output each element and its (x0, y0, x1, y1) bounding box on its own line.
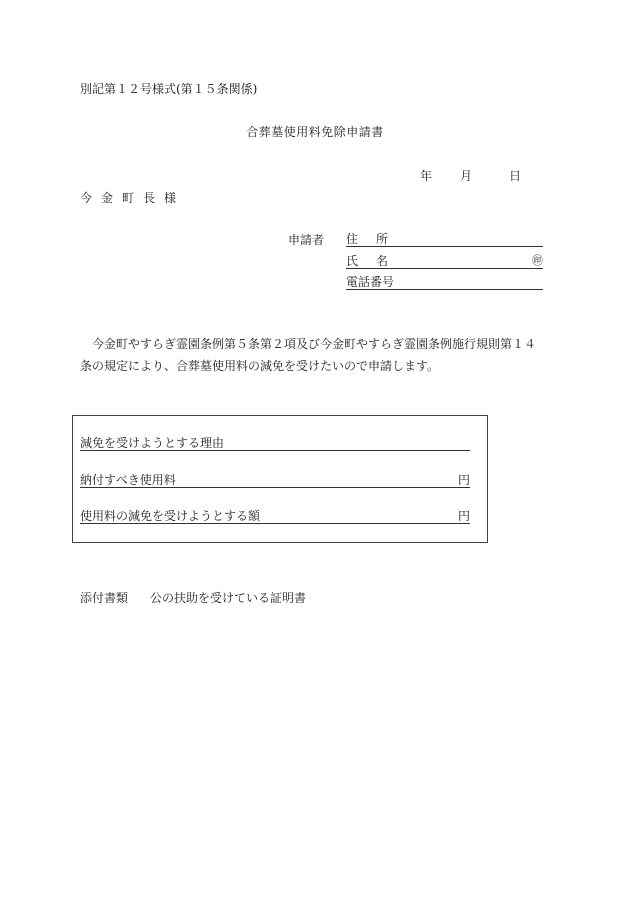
date-day-label: 日 (509, 169, 522, 183)
reduction-amount-unit: 円 (457, 509, 470, 523)
form-number: 別記第１２号様式(第１５条関係) (80, 82, 258, 96)
seal-mark: ㊞ (532, 254, 543, 267)
fee-field[interactable] (80, 471, 470, 488)
address-field[interactable] (346, 230, 543, 247)
reduction-amount-field[interactable] (80, 507, 470, 524)
address-label: 住所 (346, 232, 407, 246)
applicant-label: 申請者 (288, 233, 325, 247)
fee-unit: 円 (457, 473, 470, 487)
addressee: 今金町長様 (80, 191, 186, 205)
name-label: 氏名 (346, 254, 407, 268)
reason-label: 減免を受けようとする理由 (80, 436, 225, 450)
reason-field[interactable] (80, 434, 470, 451)
document-title: 合葬墓使用料免除申請書 (246, 125, 384, 139)
name-field[interactable] (346, 252, 543, 269)
request-statement: 今金町やすらぎ霊園条例第５条第２項及び今金町やすらぎ霊園条例施行規則第１４条の規定により、合葬墓使用料の減免を受けたいので申請します。 (80, 337, 537, 373)
date-month-label: 月 (460, 169, 473, 183)
fee-label: 納付すべき使用料 (80, 473, 176, 487)
date-year-label: 年 (420, 169, 433, 183)
attachment-value: 公の扶助を受けている証明書 (150, 591, 307, 605)
attachment-label: 添付書類 (80, 591, 129, 605)
phone-label: 電話番号 (346, 275, 395, 289)
phone-field[interactable] (346, 273, 543, 290)
request-details-box (72, 415, 488, 543)
reduction-amount-label: 使用料の減免を受けようとする額 (80, 509, 261, 523)
